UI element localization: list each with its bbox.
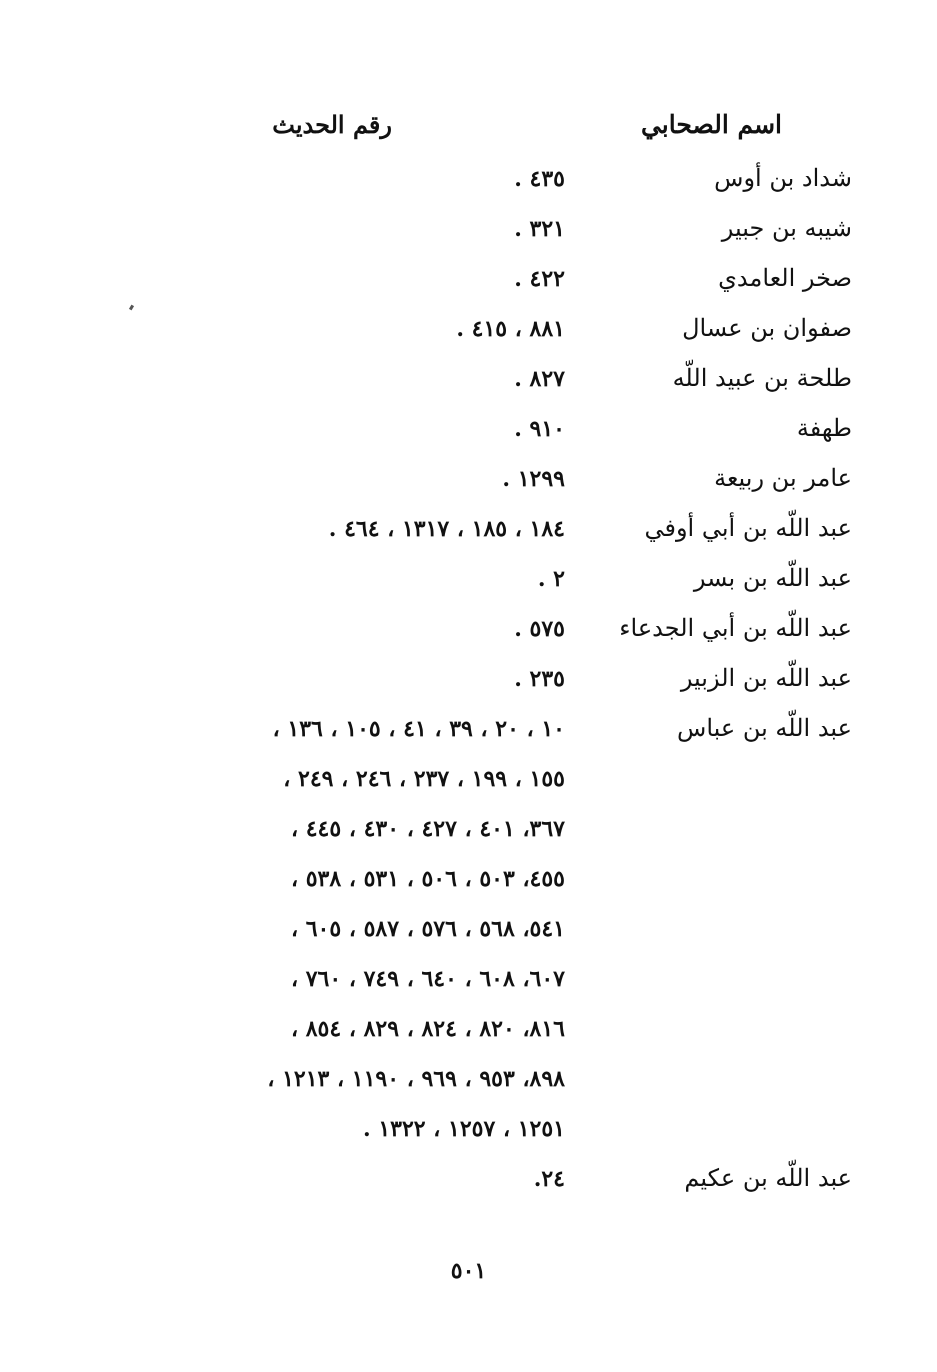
companion-name: عبد اللّه بن الزبير — [680, 664, 852, 692]
index-row — [0, 160, 937, 210]
index-row — [0, 560, 937, 610]
hadith-numbers: ٩١٠ . — [514, 416, 565, 442]
companion-name: صفوان بن عسال — [682, 314, 852, 342]
index-row — [0, 460, 937, 510]
index-row-continuation — [0, 1060, 937, 1110]
hadith-numbers: ٤٢٢ . — [514, 266, 565, 292]
hadith-numbers: ٨٩٨، ٩٥٣ ، ٩٦٩ ، ١١٩٠ ، ١٢١٣ ، — [267, 1066, 565, 1092]
companion-name: طلحة بن عبيد اللّه — [672, 364, 852, 392]
hadith-numbers: ٨٨١ ، ٤١٥ . — [456, 316, 565, 342]
companion-name: شيبه بن جبير — [721, 214, 852, 242]
index-table — [0, 160, 937, 1210]
table-header — [0, 110, 937, 150]
hadith-numbers: ٨١٦، ٨٢٠ ، ٨٢٤ ، ٨٢٩ ، ٨٥٤ ، — [290, 1016, 565, 1042]
index-row-continuation — [0, 760, 937, 810]
hadith-numbers: ٤٣٥ . — [514, 166, 565, 192]
index-row-continuation — [0, 910, 937, 960]
companion-name: عبد اللّه بن أبي الجدعاء — [619, 614, 852, 642]
index-row-continuation — [0, 810, 937, 860]
companion-name: شداد بن أوس — [714, 164, 852, 192]
index-row — [0, 210, 937, 260]
index-row — [0, 260, 937, 310]
hadith-numbers: ١٠ ، ٢٠ ، ٣٩ ، ٤١ ، ١٠٥ ، ١٣٦ ، — [272, 716, 565, 742]
hadith-numbers: ١٢٩٩ . — [502, 466, 565, 492]
hadith-numbers: ٢٣٥ . — [514, 666, 565, 692]
index-row — [0, 610, 937, 660]
hadith-numbers: ٣٦٧، ٤٠١ ، ٤٢٧ ، ٤٣٠ ، ٤٤٥ ، — [290, 816, 565, 842]
companion-name: عبد اللّه بن عباس — [677, 714, 852, 742]
index-row — [0, 710, 937, 760]
index-row — [0, 1160, 937, 1210]
hadith-numbers: ١٥٥ ، ١٩٩ ، ٢٣٧ ، ٢٤٦ ، ٢٤٩ ، — [283, 766, 565, 792]
index-row — [0, 660, 937, 710]
hadith-numbers: ٤٥٥، ٥٠٣ ، ٥٠٦ ، ٥٣١ ، ٥٣٨ ، — [290, 866, 565, 892]
hadith-numbers: ٢٤. — [533, 1166, 565, 1192]
hadith-numbers: ٣٢١ . — [514, 216, 565, 242]
companion-name: عامر بن ربيعة — [714, 464, 852, 492]
hadith-numbers: ١٢٥١ ، ١٢٥٧ ، ١٣٢٢ . — [363, 1116, 565, 1142]
index-row — [0, 410, 937, 460]
hadith-numbers: ١٨٤ ، ١٨٥ ، ١٣١٧ ، ٤٦٤ . — [328, 516, 565, 542]
hadith-numbers: ٥٤١، ٥٦٨ ، ٥٧٦ ، ٥٨٧ ، ٦٠٥ ، — [290, 916, 565, 942]
hadith-numbers: ٨٢٧ . — [514, 366, 565, 392]
hadith-numbers: ٥٧٥ . — [514, 616, 565, 642]
index-row — [0, 360, 937, 410]
companion-name: صخر العامدي — [718, 264, 852, 292]
hadith-numbers: ٦٠٧، ٦٠٨ ، ٦٤٠ ، ٧٤٩ ، ٧٦٠ ، — [290, 966, 565, 992]
hadith-numbers: ٢ . — [537, 566, 565, 592]
page-number: ٥٠١ — [450, 1258, 487, 1284]
companion-name: عبد اللّه بن عكيم — [684, 1164, 852, 1192]
companion-name: طهفة — [796, 414, 852, 442]
index-row — [0, 310, 937, 360]
index-row-continuation — [0, 860, 937, 910]
header-hadith-number: رقم الحديث — [272, 110, 392, 139]
companion-name: عبد اللّه بن أبي أوفي — [644, 514, 852, 542]
companion-name: عبد اللّه بن بسر — [693, 564, 852, 592]
index-row-continuation — [0, 1110, 937, 1160]
index-row — [0, 510, 937, 560]
index-row-continuation — [0, 1010, 937, 1060]
header-companion-name: اسم الصحابي — [640, 110, 782, 139]
index-row-continuation — [0, 960, 937, 1010]
